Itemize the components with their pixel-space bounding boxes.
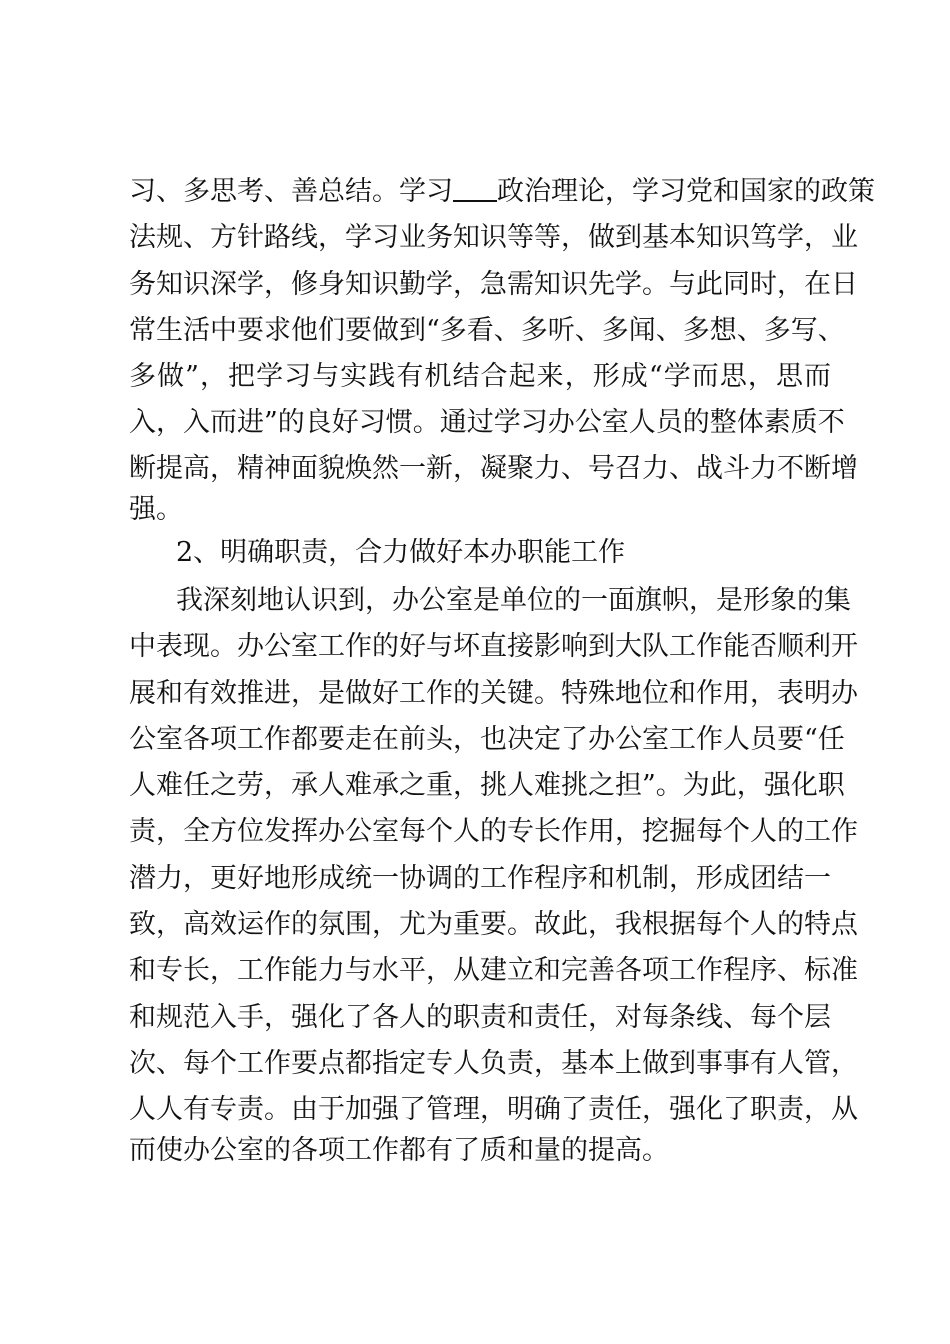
- text-line-14: 人难任之劳，承人难承之重，挑人难挑之担”。为此，强化职: [129, 770, 845, 801]
- section-heading: 2、明确职责，合力做好本办职能工作: [176, 537, 626, 568]
- text-line-5: 多做”，把学习与实践有机结合起来，形成“学而思，思而: [129, 361, 831, 392]
- text-line-22: 而使办公室的各项工作都有了质和量的提高。: [129, 1135, 669, 1166]
- text-line-4: 常生活中要求他们要做到“多看、多听、多闻、多想、多写、: [129, 315, 845, 346]
- text-line-20: 次、每个工作要点都指定专人负责，基本上做到事事有人管，: [129, 1048, 858, 1079]
- text-line-6: 入，入而进”的良好习惯。通过学习办公室人员的整体素质不: [129, 407, 845, 438]
- text-line-3: 务知识深学，修身知识勤学，急需知识先学。与此同时，在日: [129, 269, 858, 300]
- text-line-15: 责，全方位发挥办公室每个人的专长作用，挖掘每个人的工作: [129, 816, 858, 847]
- text-line-11: 中表现。办公室工作的好与坏直接影响到大队工作能否顺利开: [129, 631, 858, 662]
- text-line-8: 强。: [129, 494, 183, 525]
- text-line-13: 公室各项工作都要走在前头，也决定了办公室工作人员要“任: [129, 724, 845, 755]
- text-segment-before-blank: 习、多思考、善总结。学习: [129, 176, 453, 207]
- paragraph-first-line: 我深刻地认识到，办公室是单位的一面旗帜，是形象的集: [176, 585, 851, 616]
- text-line-2: 法规、方针路线，学习业务知识等等，做到基本知识笃学，业: [129, 222, 858, 253]
- text-line-17: 致，高效运作的氛围，尤为重要。故此，我根据每个人的特点: [129, 909, 858, 940]
- text-line-18: 和专长，工作能力与水平，从建立和完善各项工作程序、标准: [129, 955, 858, 986]
- text-line-16: 潜力，更好地形成统一协调的工作程序和机制，形成团结一: [129, 863, 831, 894]
- text-line-21: 人人有专责。由于加强了管理，明确了责任，强化了职责，从: [129, 1094, 858, 1125]
- text-line-7: 断提高，精神面貌焕然一新，凝聚力、号召力、战斗力不断增: [129, 453, 858, 484]
- text-segment-after-blank: 政治理论，学习党和国家的政策: [497, 176, 875, 207]
- text-line-19: 和规范入手，强化了各人的职责和责任，对每条线、每个层: [129, 1002, 831, 1033]
- blank-underline: [453, 172, 497, 202]
- text-line-12: 展和有效推进，是做好工作的关键。特殊地位和作用，表明办: [129, 678, 858, 709]
- text-line-1: [129, 169, 875, 215]
